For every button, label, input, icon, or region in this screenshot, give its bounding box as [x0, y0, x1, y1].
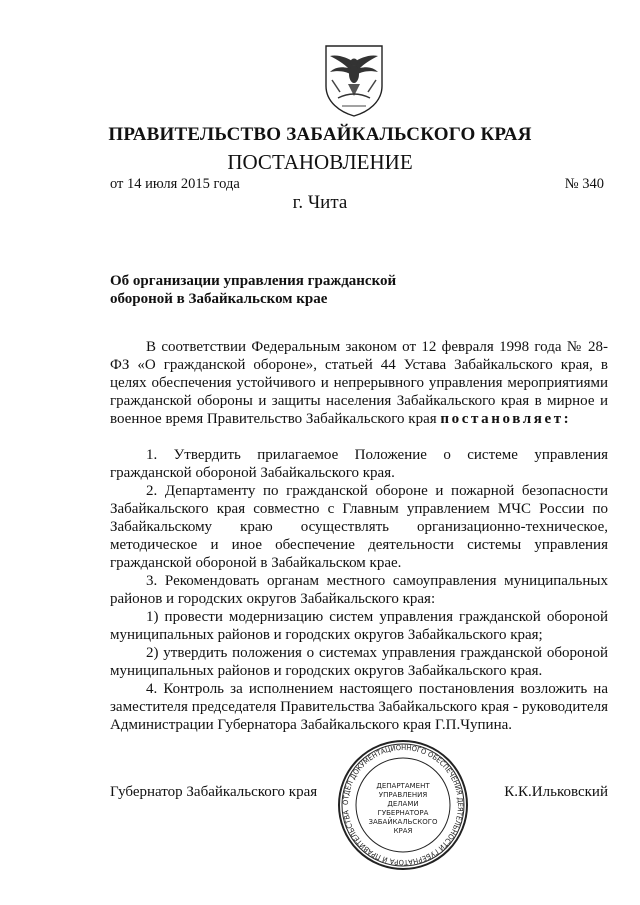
stamp-line-3: ДЕЛАМИ	[387, 800, 419, 808]
document-subject	[110, 272, 450, 308]
stamp-line-2: УПРАВЛЕНИЯ	[378, 791, 428, 799]
stamp-line-1: ДЕПАРТАМЕНТ	[376, 782, 430, 790]
official-stamp	[336, 738, 470, 872]
clause-1: 1. Утвердить прилагаемое Положение о системе управления гражданской обороной Забайкальского края.	[110, 447, 608, 481]
signer-title: Губернатор Забайкальского края	[110, 784, 318, 800]
subject-line-2: обороной в Забайкальском крае	[110, 291, 328, 307]
document-body	[110, 338, 608, 734]
signer-name: К.К.Ильковский	[504, 784, 608, 800]
document-number: № 340	[564, 176, 604, 192]
clause-3: 3. Рекомендовать органам местного самоуправления муниципальных районов и городских округов Забайкальского края:	[110, 573, 608, 607]
stamp-line-4: ГУБЕРНАТОРА	[377, 809, 429, 817]
intro-text: В соответствии Федеральным законом от 12 февраля 1998 года № 28-ФЗ «О гражданской обороне», статьей 44 Устава Забайкальского края, в целях обеспечения устойчивого и непрерывного управления мероприятиями гражданской обороны и защиты населения Забайкальского края в мирное и военное время Правительство Забайкальского края	[110, 339, 608, 427]
clause-3-item-1: 1) провести модернизацию систем управления гражданской обороной муниципальных районов и городских округов Забайкальского края;	[110, 609, 608, 643]
clause-2: 2. Департаменту по гражданской обороне и пожарной безопасности Забайкальского края совместно с Главным управлением МЧС России по Забайкальскому краю осуществлять организационно-техническое, методическое и иное обеспечение деятельности системы управления гражданской обороной в Забайкальском крае.	[110, 483, 608, 571]
coat-of-arms-emblem	[318, 40, 390, 118]
resolves-word: постановляет:	[440, 411, 572, 427]
subject-line-1: Об организации управления гражданской	[110, 273, 397, 289]
stamp-line-6: КРАЯ	[393, 827, 413, 835]
clause-3-item-2: 2) утвердить положения о системах управления гражданской обороной муниципальных районов и городских округов Забайкальского края.	[110, 645, 608, 679]
organization-title: ПРАВИТЕЛЬСТВО ЗАБАЙКАЛЬСКОГО КРАЯ	[108, 124, 532, 145]
stamp-ring-text: ОТДЕЛ ДОКУМЕНТАЦИОННОГО ОБЕСПЕЧЕНИЯ ДЕЯТЕЛЬНОСТИ ГУБЕРНАТОРА И ПРАВИТЕЛЬСТВА	[340, 742, 466, 868]
clause-4: 4. Контроль за исполнением настоящего постановления возложить на заместителя председателя Правительства Забайкальского края - руководителя Администрации Губернатора Забайкальского края Г.П.Чупина.	[110, 681, 608, 733]
document-type: ПОСТАНОВЛЕНИЕ	[227, 150, 413, 174]
city: г. Чита	[292, 192, 348, 213]
stamp-line-5: ЗАБАЙКАЛЬСКОГО	[368, 818, 438, 826]
intro-paragraph	[110, 338, 608, 428]
document-date: от 14 июля 2015 года	[110, 176, 240, 192]
